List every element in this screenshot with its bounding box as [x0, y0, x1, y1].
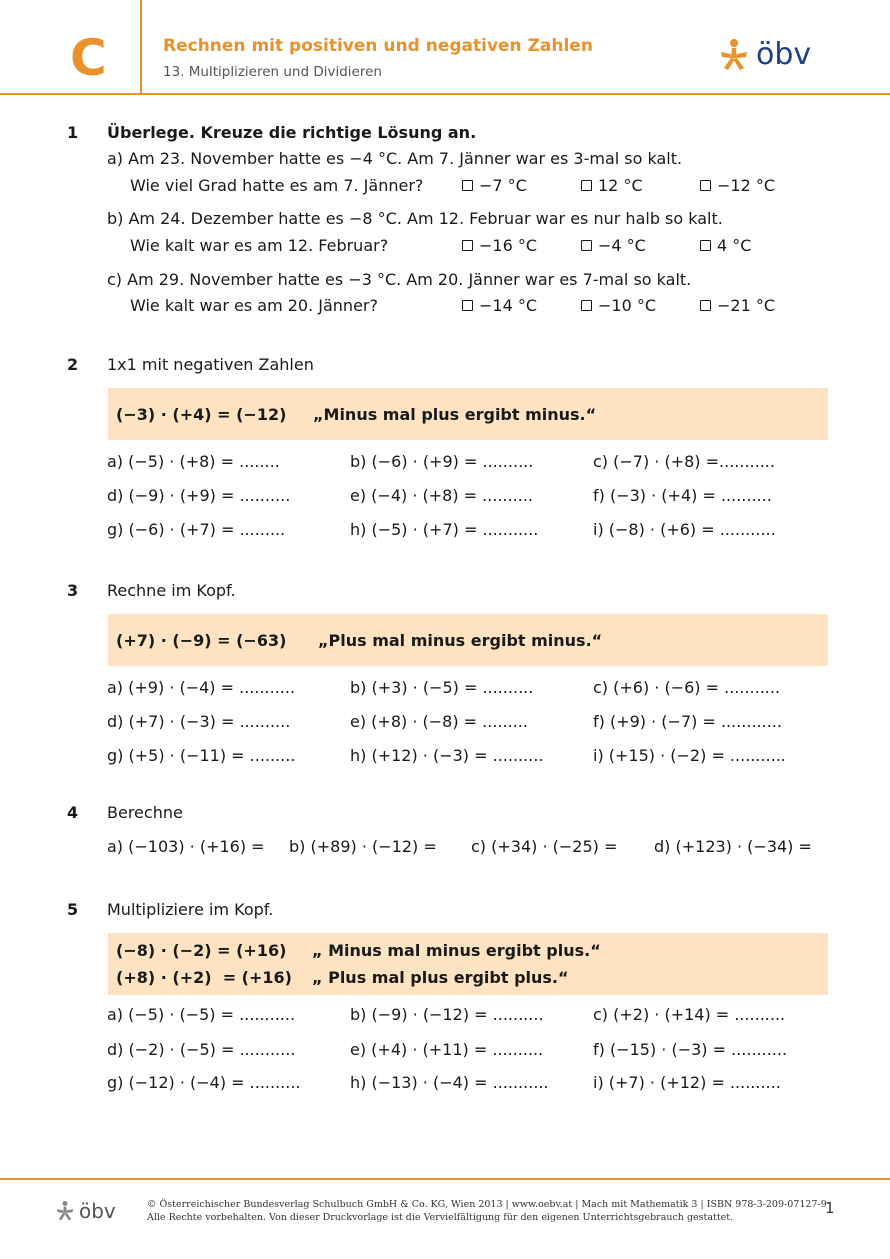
answer-option[interactable] [462, 236, 537, 255]
answer-option[interactable] [700, 176, 775, 195]
task-number: 2 [67, 355, 79, 374]
exercise: h) (−13) · (−4) = ........... [350, 1073, 549, 1092]
exercise: c) (−7) · (+8) =........... [593, 452, 775, 471]
exercise: g) (+5) · (−11) = ......... [107, 746, 296, 765]
rule-text: „ Minus mal minus ergibt plus.“ [312, 941, 601, 960]
question-text: Wie viel Grad hatte es am 7. Jänner? [130, 176, 424, 195]
exercise: b) (−6) · (+9) = .......... [350, 452, 534, 471]
exercise: g) (−6) · (+7) = ......... [107, 520, 286, 539]
answer-option[interactable] [581, 176, 643, 195]
copyright-text: © Österreichischer Bundesverlag Schulbuch GmbH & Co. KG, Wien 2013 | www.oebv.at | Mach mit Mathematik 3 | ISBN 978-3-209-07127-9 [147, 1199, 827, 1210]
option-label: −10 °C [598, 296, 657, 315]
exercise: a) (−5) · (+8) = ........ [107, 452, 280, 471]
checkbox-icon[interactable] [581, 180, 592, 191]
exercise: a) (+9) · (−4) = ........... [107, 678, 296, 697]
checkbox-icon[interactable] [462, 180, 473, 191]
exercise: e) (+8) · (−8) = ......... [350, 712, 528, 731]
checkbox-icon[interactable] [700, 300, 711, 311]
checkbox-icon[interactable] [581, 240, 592, 251]
answer-option[interactable] [581, 296, 656, 315]
rule-formula: (+7) · (−9) = (−63) [116, 631, 287, 650]
exercise: i) (−8) · (+6) = ........... [593, 520, 776, 539]
exercise: g) (−12) · (−4) = .......... [107, 1073, 301, 1092]
rule-text: „Minus mal plus ergibt minus.“ [313, 405, 597, 424]
task-title: Rechne im Kopf. [107, 581, 236, 600]
task-number: 1 [67, 123, 79, 142]
header-divider-vertical [140, 0, 142, 95]
exercise: b) (−9) · (−12) = .......... [350, 1005, 544, 1024]
exercise: e) (+4) · (+11) = .......... [350, 1040, 544, 1059]
question-text: b) Am 24. Dezember hatte es −8 °C. Am 12. Februar war es nur halb so kalt. [107, 209, 723, 228]
logo-text: öbv [756, 37, 812, 72]
exercise: c) (+34) · (−25) = [471, 837, 618, 856]
checkbox-icon[interactable] [462, 300, 473, 311]
exercise: c) (+2) · (+14) = .......... [593, 1005, 786, 1024]
task-title: 1x1 mit negativen Zahlen [107, 355, 314, 374]
exercise: d) (+123) · (−34) = [654, 837, 812, 856]
answer-option[interactable] [462, 296, 537, 315]
footer-logo [55, 1200, 116, 1222]
page-title: Rechnen mit positiven und negativen Zahlen [163, 36, 593, 56]
exercise: f) (−3) · (+4) = .......... [593, 486, 772, 505]
star-icon [55, 1200, 75, 1222]
checkbox-icon[interactable] [700, 180, 711, 191]
task-number: 4 [67, 803, 79, 822]
exercise: d) (+7) · (−3) = .......... [107, 712, 291, 731]
exercise: b) (+89) · (−12) = [289, 837, 437, 856]
exercise: f) (+9) · (−7) = ............ [593, 712, 782, 731]
page-number: 1 [825, 1199, 835, 1217]
exercise: b) (+3) · (−5) = .......... [350, 678, 534, 697]
footer-divider [0, 1178, 890, 1180]
task-title: Multipliziere im Kopf. [107, 900, 274, 919]
task-number: 3 [67, 581, 79, 600]
publisher-logo [718, 38, 811, 72]
rule-formula: (−3) · (+4) = (−12) [116, 405, 287, 424]
exercise: h) (−5) · (+7) = ........... [350, 520, 539, 539]
rule-box [108, 614, 828, 666]
checkbox-icon[interactable] [462, 240, 473, 251]
question-text: c) Am 29. November hatte es −3 °C. Am 20. Jänner war es 7-mal so kalt. [107, 270, 692, 289]
rights-text: Alle Rechte vorbehalten. Von dieser Druckvorlage ist die Vervielfältigung für den eigenen Unterrichtsgebrauch gestattet. [147, 1212, 734, 1223]
question-text: a) Am 23. November hatte es −4 °C. Am 7. Jänner war es 3-mal so kalt. [107, 149, 683, 168]
task-number: 5 [67, 900, 79, 919]
answer-option[interactable] [700, 236, 751, 255]
task-title: Berechne [107, 803, 183, 822]
exercise: d) (−9) · (+9) = .......... [107, 486, 291, 505]
option-label: −12 °C [717, 176, 776, 195]
task-title: Überlege. Kreuze die richtige Lösung an. [107, 123, 477, 142]
rule-formula: (+8) · (+2) = (+16) [116, 968, 292, 987]
exercise: f) (−15) · (−3) = ........... [593, 1040, 788, 1059]
exercise: a) (−5) · (−5) = ........... [107, 1005, 296, 1024]
rule-text: „Plus mal minus ergibt minus.“ [318, 631, 603, 650]
rule-formula: (−8) · (−2) = (+16) [116, 941, 287, 960]
exercise: i) (+7) · (+12) = .......... [593, 1073, 781, 1092]
header-divider-horizontal [0, 93, 890, 95]
answer-option[interactable] [700, 296, 775, 315]
exercise: h) (+12) · (−3) = .......... [350, 746, 544, 765]
rule-box [108, 933, 828, 995]
option-label: −4 °C [598, 236, 646, 255]
exercise: e) (−4) · (+8) = .......... [350, 486, 534, 505]
star-icon [718, 38, 750, 72]
option-label: −14 °C [479, 296, 538, 315]
option-label: 4 °C [717, 236, 752, 255]
footer-logo-text: öbv [79, 1199, 116, 1223]
answer-option[interactable] [462, 176, 527, 195]
rule-box [108, 388, 828, 440]
rule-text: „ Plus mal plus ergibt plus.“ [312, 968, 569, 987]
exercise: a) (−103) · (+16) = [107, 837, 265, 856]
question-text: Wie kalt war es am 20. Jänner? [130, 296, 378, 315]
question-text: Wie kalt war es am 12. Februar? [130, 236, 389, 255]
answer-option[interactable] [581, 236, 646, 255]
page-subtitle: 13. Multiplizieren und Dividieren [163, 64, 382, 80]
option-label: −16 °C [479, 236, 538, 255]
checkbox-icon[interactable] [700, 240, 711, 251]
exercise: c) (+6) · (−6) = ........... [593, 678, 781, 697]
checkbox-icon[interactable] [581, 300, 592, 311]
chapter-letter: C [70, 29, 107, 87]
exercise: i) (+15) · (−2) = ........... [593, 746, 786, 765]
option-label: −21 °C [717, 296, 776, 315]
exercise: d) (−2) · (−5) = ........... [107, 1040, 296, 1059]
option-label: 12 °C [598, 176, 643, 195]
option-label: −7 °C [479, 176, 527, 195]
